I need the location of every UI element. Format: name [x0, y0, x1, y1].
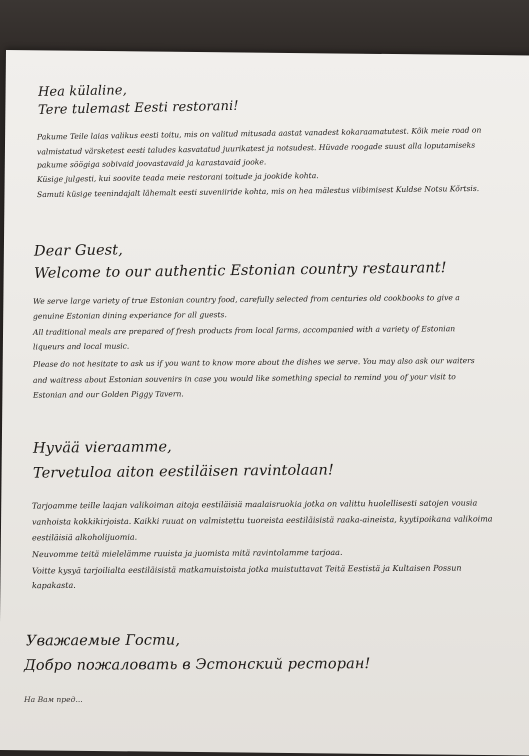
estonian-line: pakume söögiga sobivaid joovastavaid ja karastavaid jooke.	[36, 157, 267, 170]
finnish-line: eestiläisiä alkoholijuomia.	[31, 532, 138, 543]
estonian-line: valmistatud värsketest eesti taludes kasvatatud juurikatest ja notsudest. Hüvade roogade suust alla loputamiseks	[36, 140, 476, 157]
russian-welcome: Добро пожаловать в Эстонский ресторан!	[23, 656, 371, 674]
english-line: and waitress about Estonian souvenirs in case you would like something special to remind you of your visit to	[32, 372, 456, 385]
finnish-line: Voitte kysyä tarjoilialta eestiläisistä matkamuistoista jotka muistuttavat Teitä Eestistä ja Kultaisen Possun	[31, 563, 462, 576]
english-line: All traditional meals are prepared of fresh products from local farms, accompanied with a variety of Estonian	[32, 324, 456, 337]
estonian-line: Pakume Teile laias valikus eesti toitu, mis on valitud mitusada aastat vanadest kokaraamatutest. Kõik meie road on	[36, 125, 482, 142]
finnish-line: vanhoista kokkikirjoista. Kaikki ruuat on valmistettu tuoreista eestiläisistä raaka-aineista, kyytipoikana valikoima	[31, 514, 493, 527]
finnish-line: Neuvomme teitä mielelämme ruuista ja juomista mitä ravintolamme tarjoaa.	[31, 547, 343, 560]
finnish-greeting: Hyvää vieraamme,	[32, 439, 172, 457]
finnish-line: kapakasta.	[31, 580, 76, 591]
english-greeting: Dear Guest,	[33, 242, 123, 260]
english-line: genuine Estonian dining experiance for all guests.	[32, 310, 227, 321]
russian-greeting: Уважаемые Гости,	[25, 632, 181, 650]
estonian-welcome: Tere tulemast Eesti restorani!	[37, 98, 239, 118]
finnish-welcome: Tervetuloa aiton eestiläisen ravintolaan!	[32, 462, 334, 482]
russian-partial-line: На Вам пред...	[24, 695, 83, 704]
estonian-greeting: Hea külaline,	[37, 83, 128, 100]
estonian-line: Samuti küsige teenindajalt lähemalt eesti suveniiride kohta, mis on hea mälestus viibimisest Kuldse Notsu Kõrtsis.	[36, 183, 480, 200]
english-line: Estonian and our Golden Piggy Tavern.	[32, 389, 184, 400]
english-line: liqueurs and local music.	[32, 341, 130, 352]
english-welcome: Welcome to our authentic Estonian country restaurant!	[33, 260, 447, 282]
finnish-line: Tarjoamme teille laajan valikoiman aitoja eestiläisiä maalaisruokia jotka on valittu huolellisesti satojen vousia	[31, 498, 478, 511]
english-line: Please do not hesitate to ask us if you want to know more about the dishes we serve. You may also ask our waiters	[32, 356, 475, 369]
english-line: We serve large variety of true Estonian country food, carefully selected from centuries old cookbooks to give a	[32, 293, 460, 306]
estonian-line: Küsige julgesti, kui soovite teada meie restorani toitude ja jookide kohta.	[36, 171, 319, 184]
